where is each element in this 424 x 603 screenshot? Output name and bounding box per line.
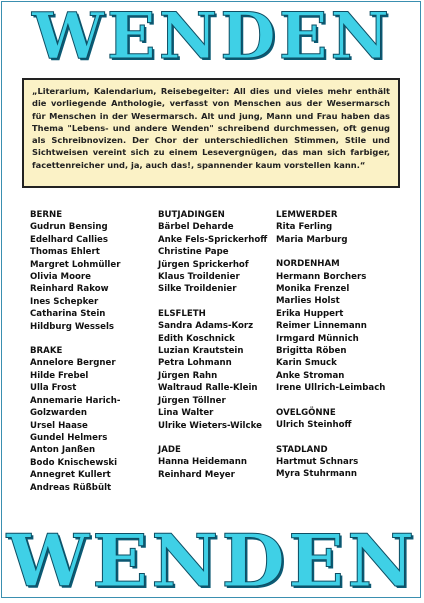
author-name: Rita Ferling: [276, 222, 333, 233]
author-name: Myra Stuhrmann: [276, 469, 357, 480]
place-group: [158, 444, 267, 481]
place-group: [158, 209, 267, 296]
title-top: WENDEN: [32, 0, 392, 74]
place-group: [30, 209, 120, 333]
place-group: [276, 209, 385, 246]
author-name: Klaus Troildenier: [158, 272, 240, 283]
author-name: Bodo Knischewski: [30, 457, 118, 468]
author-name: Andreas Rüßbült: [30, 482, 112, 493]
author-name: Jürgen Rahn: [158, 370, 218, 381]
author-name: Irmgard Münnich: [276, 333, 359, 344]
group-spacer: [276, 395, 385, 407]
author-name: Sandra Adams-Korz: [158, 321, 254, 332]
author-name: Anton Janßen: [30, 445, 96, 456]
author-name: Brigitta Röben: [276, 346, 347, 357]
author-name: Hanna Heidemann: [158, 457, 247, 468]
place-heading: OVELGÖNNE: [276, 407, 336, 418]
group-spacer: [276, 246, 385, 258]
author-name: Christine Pape: [158, 247, 229, 258]
author-name: Ursel Haase: [30, 420, 88, 431]
author-name: Maria Marburg: [276, 234, 348, 245]
author-name: Ines Schepker: [30, 296, 99, 307]
place-heading: STADLAND: [276, 444, 328, 455]
place-group: [276, 258, 385, 394]
author-name: Jürgen Sprickerhof: [158, 259, 249, 270]
author-name: Annemarie Harich-: [30, 395, 121, 406]
author-name: Reinhard Rakow: [30, 284, 109, 295]
author-name: Edith Koschnick: [158, 333, 235, 344]
author-name: Hermann Borchers: [276, 271, 367, 282]
group-spacer: [276, 432, 385, 444]
author-name: Hilde Frebel: [30, 370, 89, 381]
author-name: Luzian Krautstein: [158, 346, 244, 357]
author-name: Margret Lohmüller: [30, 259, 121, 270]
place-group: [30, 345, 120, 494]
author-name: Silke Troildenier: [158, 284, 237, 295]
author-name: Olivia Moore: [30, 272, 91, 283]
place-heading: JADE: [158, 444, 181, 455]
author-name: Lina Walter: [158, 408, 214, 419]
place-heading: ELSFLETH: [158, 308, 206, 319]
author-name: Annegret Kullert: [30, 470, 111, 481]
author-name: Anke Fels-Sprickerhoff: [158, 234, 268, 245]
place-group: [158, 308, 267, 432]
author-name: Catharina Stein: [30, 309, 106, 320]
author-name: Annelore Bergner: [30, 358, 116, 369]
author-name: Ulrike Wieters-Wilcke: [158, 420, 262, 431]
place-heading: LEMWERDER: [276, 210, 338, 220]
quote-box: [22, 78, 400, 188]
author-name: Hildburg Wessels: [30, 321, 115, 332]
author-name: Bärbel Deharde: [158, 222, 234, 233]
quote-text: „Literarium, Kalendarium, Reisebegeiter: All dies und vieles mehr enthält die vorliegende Anthologie, verfasst von Menschen aus der Wesermarsch für Menschen in der Wesermarsch. Alt und jung, Mann und Frau haben das Thema "Lebens- und andere Wenden" schreibend durchmessen, oft genug als Schreibnovizen. Der Chor der unterschiedlichen Stimmen, Stile und Sichtweisen vereint sich zu einem Lesevergnügen, das man sich farbiger, facettenreicher und, ja, auch das!, spannender kaum vorstellen kann.“: [32, 86, 390, 170]
author-name: Gundel Helmers: [30, 432, 108, 443]
title-bottom: WENDEN: [6, 518, 418, 603]
author-name: Thomas Ehlert: [30, 247, 100, 258]
place-heading: BERNE: [30, 210, 63, 220]
author-name: Ulrich Steinhoff: [276, 420, 352, 431]
author-name: Reimer Linnemann: [276, 321, 367, 332]
group-spacer: [30, 333, 120, 345]
place-heading: NORDENHAM: [276, 259, 340, 270]
author-name: Marlies Holst: [276, 296, 340, 307]
group-spacer: [158, 432, 267, 444]
author-name: Ulla Frost: [30, 383, 77, 394]
author-name: Petra Lohmann: [158, 358, 232, 369]
author-name: Edelhard Callies: [30, 234, 108, 245]
column-2: [158, 209, 267, 481]
author-name: Anke Stroman: [276, 370, 345, 381]
author-name: Waltraud Ralle-Klein: [158, 383, 258, 394]
author-name: Reinhard Meyer: [158, 469, 235, 480]
place-heading: BRAKE: [30, 346, 63, 357]
author-name: Jürgen Töllner: [158, 395, 226, 406]
author-name: Gudrun Bensing: [30, 222, 108, 233]
column-1: [30, 209, 120, 494]
author-name: Hartmut Schnars: [276, 456, 359, 467]
author-name: Golzwarden: [30, 408, 87, 419]
place-group: [276, 444, 385, 481]
author-name: Erika Huppert: [276, 308, 344, 319]
author-name: Irene Ullrich-Leimbach: [276, 383, 386, 394]
group-spacer: [158, 296, 267, 308]
author-name: Karin Smuck: [276, 358, 337, 369]
place-group: [276, 407, 385, 432]
author-name: Monika Frenzel: [276, 284, 350, 295]
column-3: [276, 209, 385, 481]
place-heading: BUTJADINGEN: [158, 210, 225, 220]
